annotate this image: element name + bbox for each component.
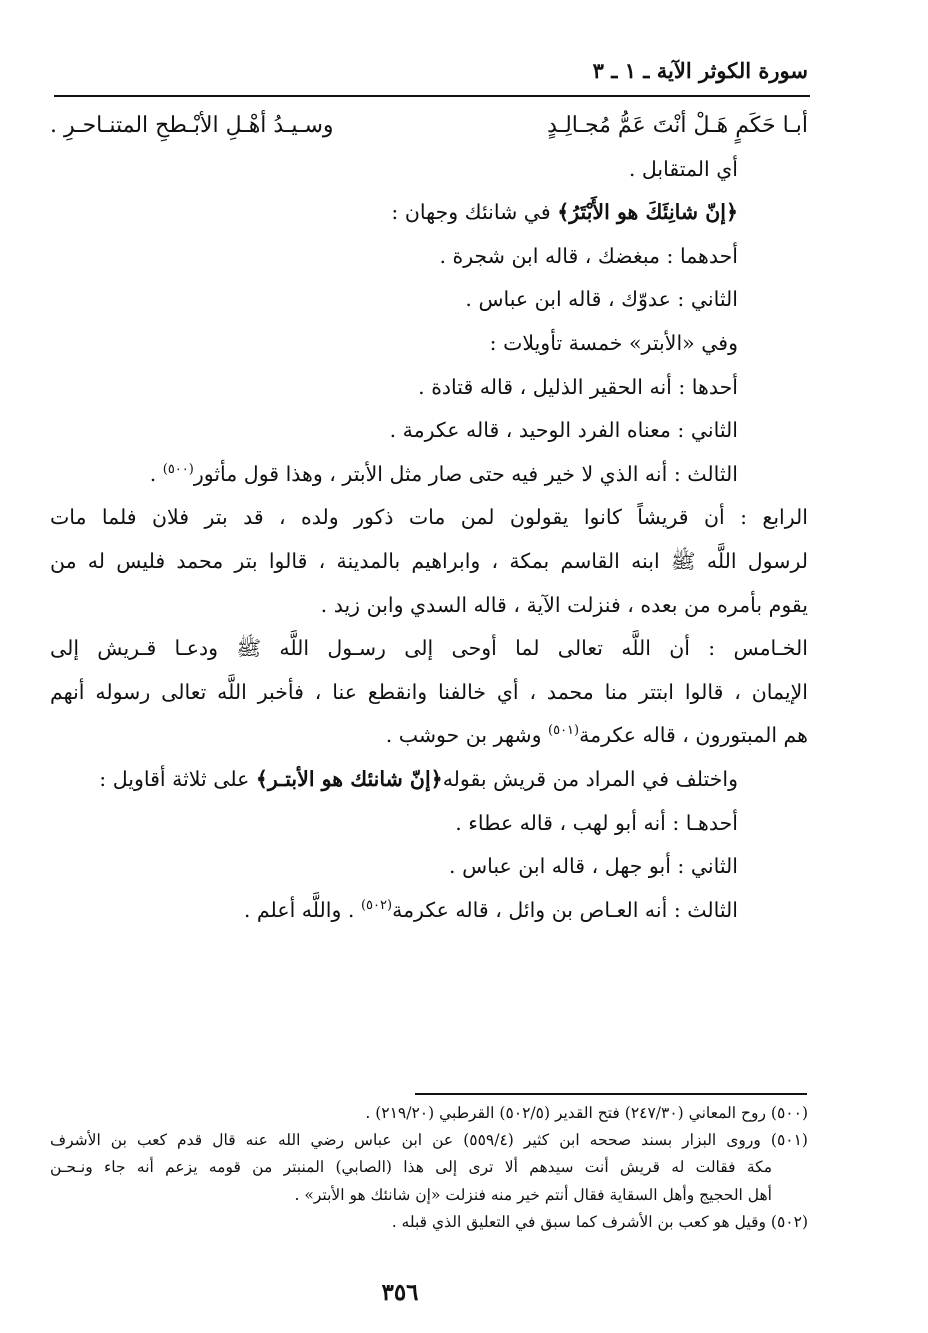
text-line: الثاني : أبو جهل ، قاله ابن عباس . [449, 854, 738, 879]
footnote-500: (٥٠٠) روح المعاني (٢٤٧/٣٠) فتح القدير (٥٠٢/٥) القرطبي (٢١٩/٢٠) . [365, 1104, 808, 1122]
running-title: سورة الكوثر الآية ـ ١ ـ ٣ [592, 58, 808, 83]
poetry-verse [50, 104, 808, 148]
page-number: ٣٥٦ [381, 1279, 419, 1306]
main-text [50, 104, 808, 932]
header-rule [54, 95, 810, 97]
text-line: الثاني : معناه الفرد الوحيد ، قاله عكرمة . [389, 418, 738, 443]
text-segment: . [149, 461, 163, 486]
quoted-term: وفي «الأبتر» [629, 330, 738, 355]
text-line [50, 758, 808, 802]
text-line [50, 322, 808, 366]
text-line: أحدها : أنه الحقير الذليل ، قاله قتادة . [418, 374, 738, 399]
text-line: الثاني : عدوّك ، قاله ابن عباس . [465, 287, 738, 312]
text-segment: على ثلاثة أقاويل : [99, 766, 250, 791]
text-segment: الثالث : أنه العـاص بن وائل ، قاله عكرمة [392, 897, 738, 922]
text-line [50, 889, 808, 933]
text-line: أحدهما : مبغضك ، قاله ابن شجرة . [439, 243, 738, 268]
footnotes [50, 1100, 808, 1236]
text-line [50, 191, 808, 235]
text-line: لرسول اللَّه ﷺ ابنه القاسم بمكة ، وابراهيم بالمدينة ، قالوا بتر محمد فليس له من [50, 548, 808, 573]
footnote-502: (٥٠٢) وقيل هو كعب بن الأشرف كما سبق في التعليق الذي قبله . [391, 1212, 808, 1231]
text-line [50, 453, 808, 497]
text-segment: في شانئك وجهان : [391, 200, 551, 225]
text-line: الإيمان ، قالوا ابتتر منا محمد ، أي خالفنا وانقطع عنا ، فأخبر اللَّه تعالى رسوله أنهم [50, 679, 808, 704]
text-segment: وشهر بن حوشب . [385, 723, 542, 748]
text-line: الخـامس : أن اللَّه تعالى لما أوحى إلى رسـول اللَّه ﷺ ودعـا قـريش إلى [50, 636, 808, 661]
text-line [50, 714, 808, 758]
text-line: أحدهـا : أنه أبو لهب ، قاله عطاء . [455, 810, 738, 835]
footnote-501-cont: أهل الحجيج وأهل السقاية فقال أنتم خير منه فنزلت «إن شانئك هو الأبتر» . [294, 1185, 772, 1204]
text-segment: خمسة تأويلات : [489, 330, 623, 355]
footnote-rule [415, 1093, 807, 1095]
verse-first-hemistich: أبـا حَكَمٍ هَـلْ أنْتَ عَمُّ مُجـالِـدٍ [547, 113, 808, 138]
text-line: الرابع : أن قريشاً كانوا يقولون لمن مات ذكور ولده ، قد بتر فلان فلما مات [50, 505, 808, 530]
verse-second-hemistich: وسـيـدُ أهْـلِ الأبْـطحِ المتنـاحـرِ . [50, 113, 334, 138]
text-line: أي المتقابل . [628, 156, 738, 181]
text-segment: الثالث : أنه الذي لا خير فيه حتى صار مثل الأبتر ، وهذا قول مأثور [193, 461, 738, 486]
text-segment: هم المبتورون ، قاله عكرمة [579, 723, 808, 748]
footnote-501-cont: مكة فقالت له قريش أنت سيدهم ألا ترى إلى هذا (الصابي) المنبتر من قومه يزعم أنه جاء ونـحـن [50, 1158, 772, 1177]
text-segment: واختلف في المراد من قريش بقوله [442, 766, 738, 791]
quran-quote: ﴿إنّ شانِئَكَ هو الأَبْتَرُ﴾ [557, 200, 738, 225]
footnote-ref-501: (٥٠١) [548, 723, 580, 739]
quran-quote: ﴿إنّ شانئك هو الأبتـر﴾ [255, 766, 443, 791]
footnote-501: (٥٠١) وروى البزار بسند صححه ابن كثير (٥٥٩/٤) عن ابن عباس رضي الله عنه قال قدم كعب بن الأشرف [50, 1131, 808, 1150]
text-segment: . واللَّه أعلم . [243, 897, 355, 922]
footnote-ref-500: (٥٠٠) [162, 461, 194, 477]
footnote-ref-502: (٥٠٢) [360, 897, 393, 913]
text-line: يقوم بأمره من بعده ، فنزلت الآية ، قاله السدي وابن زيد . [320, 592, 808, 617]
